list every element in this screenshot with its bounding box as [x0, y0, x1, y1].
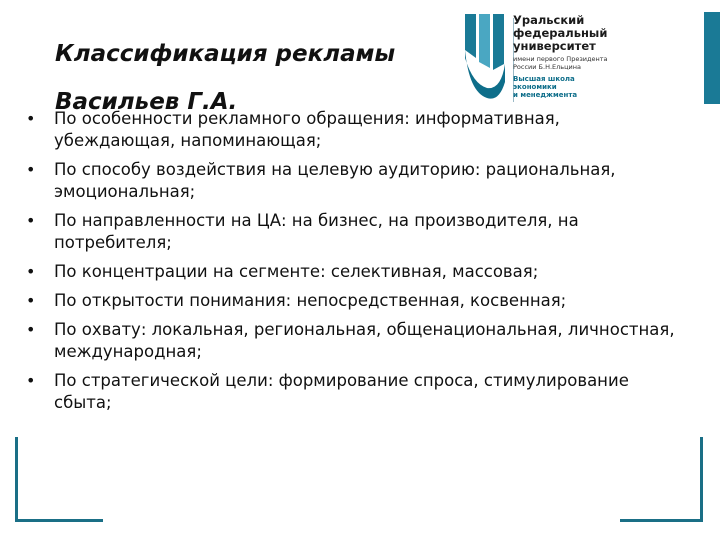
list-item-text: По стратегической цели: формирование спроса, стимулирование сбыта; — [54, 371, 629, 412]
bullet-icon: • — [26, 109, 36, 128]
list-item-text: По способу воздействия на целевую аудиторию: рациональная, эмоциональная; — [54, 160, 616, 201]
list-item — [25, 261, 685, 283]
logo-text — [513, 14, 663, 99]
list-item — [25, 159, 685, 203]
logo-school-line: Высшая школа — [513, 75, 575, 83]
logo-name-line: Уральский — [513, 13, 585, 27]
frame-corner-right-vertical — [700, 437, 703, 522]
logo-accent-bar — [704, 12, 720, 104]
list-item-text: По открытости понимания: непосредственная, косвенная; — [54, 291, 567, 310]
list-item — [25, 319, 685, 363]
logo-subtitle-line: имени первого Президента — [513, 55, 608, 63]
list-item — [25, 108, 685, 152]
frame-corner-left-vertical — [15, 437, 18, 522]
logo-school — [513, 75, 663, 99]
university-logo — [465, 12, 715, 104]
slide-title-topic: Классификация рекламы — [55, 41, 396, 67]
logo-subtitle-line: России Б.Н.Ельцина — [513, 63, 582, 71]
logo-school-line: и менеджмента — [513, 91, 578, 99]
logo-name-line: федеральный — [513, 26, 608, 40]
bullet-icon: • — [26, 160, 36, 179]
frame-corner-right-horizontal — [620, 519, 703, 522]
bullet-icon: • — [26, 211, 36, 230]
slide-title-author: Васильев Г.А. — [55, 89, 238, 115]
list-item — [25, 210, 685, 254]
list-item — [25, 290, 685, 312]
frame-corner-left-horizontal — [15, 519, 103, 522]
logo-school-line: экономики — [513, 83, 557, 91]
urfu-logo-mark-icon — [465, 12, 507, 104]
list-item-text: По охвату: локальная, региональная, общенациональная, личностная, международная; — [54, 320, 675, 361]
list-item-text: По направленности на ЦА: на бизнес, на производителя, на потребителя; — [54, 211, 579, 252]
logo-name-line: университет — [513, 39, 596, 53]
logo-subtitle — [513, 55, 663, 71]
list-item-text: По концентрации на сегменте: селективная, массовая; — [54, 262, 539, 281]
classification-list — [25, 108, 685, 421]
bullet-icon: • — [26, 371, 36, 390]
bullet-icon: • — [26, 262, 36, 281]
bullet-icon: • — [26, 291, 36, 310]
list-item — [25, 370, 685, 414]
bullet-icon: • — [26, 320, 36, 339]
list-item-text: По особенности рекламного обращения: информативная, убеждающая, напоминающая; — [54, 109, 560, 150]
